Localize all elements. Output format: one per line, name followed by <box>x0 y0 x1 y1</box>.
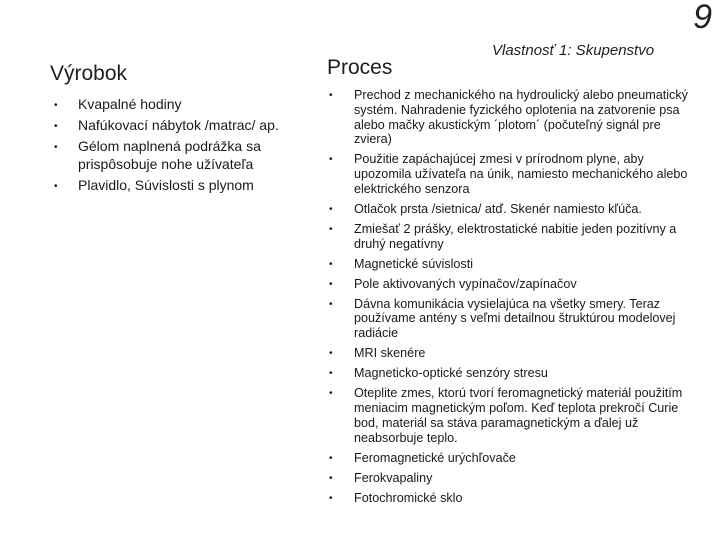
list-item <box>327 222 697 252</box>
bullet-icon: • <box>329 154 333 166</box>
list-item <box>327 451 697 466</box>
bullet-icon: • <box>54 180 58 192</box>
list-item-text: Ferokvapaliny <box>354 470 433 485</box>
list-item-text: Kvapalné hodiny <box>78 96 182 112</box>
product-column <box>50 62 290 198</box>
list-item <box>50 138 290 173</box>
bullet-icon: • <box>329 492 333 504</box>
process-heading: Proces <box>327 56 393 79</box>
list-item <box>327 277 697 292</box>
bullet-icon: • <box>54 121 58 132</box>
process-list <box>327 88 697 505</box>
list-item-text: Fotochromické sklo <box>354 490 463 505</box>
bullet-icon: • <box>329 298 333 310</box>
product-list <box>50 96 290 194</box>
bullet-icon: • <box>329 348 333 360</box>
list-item-text: Feromagnetické urýchľovače <box>354 450 516 465</box>
list-item-text: Plavidlo, Súvislosti s plynom <box>78 176 254 193</box>
list-item <box>327 257 697 272</box>
bullet-icon: • <box>329 452 333 464</box>
list-item <box>327 471 697 486</box>
bullet-icon: • <box>329 388 333 400</box>
list-item <box>327 491 697 506</box>
bullet-icon: • <box>329 472 333 484</box>
slide-subtitle: Vlastnosť 1: Skupenstvo <box>492 42 655 59</box>
bullet-icon: • <box>54 100 58 111</box>
bullet-icon: • <box>329 368 333 380</box>
list-item <box>327 297 697 341</box>
product-heading: Výrobok <box>50 62 128 85</box>
list-item-text: MRI skenére <box>354 346 426 361</box>
list-item <box>50 177 290 195</box>
list-item <box>327 202 697 217</box>
list-item-text: Magnetické súvislosti <box>354 256 473 271</box>
list-item <box>327 88 697 147</box>
list-item <box>327 346 697 361</box>
bullet-icon: • <box>329 278 333 290</box>
list-item-text: Otlačok prsta /sietnica/ atď. Skenér namiesto kľúča. <box>354 201 642 216</box>
list-item-text: Dávna komunikácia vysielajúca na všetky smery. Teraz používame antény s veľmi detailnou štruktúrou modelovej radiácie <box>354 296 676 341</box>
bullet-icon: • <box>329 203 333 215</box>
bullet-icon: • <box>329 90 333 101</box>
list-item <box>327 386 697 445</box>
list-item <box>50 117 290 135</box>
bullet-icon: • <box>329 258 333 270</box>
list-item-text: Gélom naplnená podrážka sa prispôsobuje nohe užívateľa <box>78 138 261 172</box>
list-item-text: Zmiešať 2 prášky, elektrostatické nabitie jeden pozitívny a druhý negatívny <box>354 221 677 251</box>
list-item-text: Použitie zapáchajúcej zmesi v prírodnom plyne, aby upozomila užívateľa na únik, namiesto mechanického alebo elektrického senzora <box>354 152 688 196</box>
process-column <box>327 56 697 511</box>
list-item-text: Oteplite zmes, ktorú tvorí feromagnetický materiál použitím meniacim magnetickým poľom. Keď teplota prekročí Curie bod, materiál sa stáva paramagnetickým a ďalej už neabsorbuje teplo. <box>354 386 683 445</box>
list-item-text: Magneticko-optické senzóry stresu <box>354 366 548 381</box>
bullet-icon: • <box>54 142 58 153</box>
list-item <box>327 366 697 381</box>
list-item <box>50 96 290 114</box>
list-item-text: Pole aktivovaných vypínačov/zapínačov <box>354 276 577 291</box>
slide-number: 9 <box>693 0 712 36</box>
list-item-text: Prechod z mechanického na hydroulický alebo pneumatický systém. Nahradenie fyzického oplotenia na zatvorenie psa alebo mačky akustickým ´plotom´ (počuteľný signál pre zviera) <box>354 88 688 147</box>
bullet-icon: • <box>329 223 333 235</box>
list-item <box>327 152 697 196</box>
list-item-text: Nafúkovací nábytok /matrac/ ap. <box>78 117 279 133</box>
